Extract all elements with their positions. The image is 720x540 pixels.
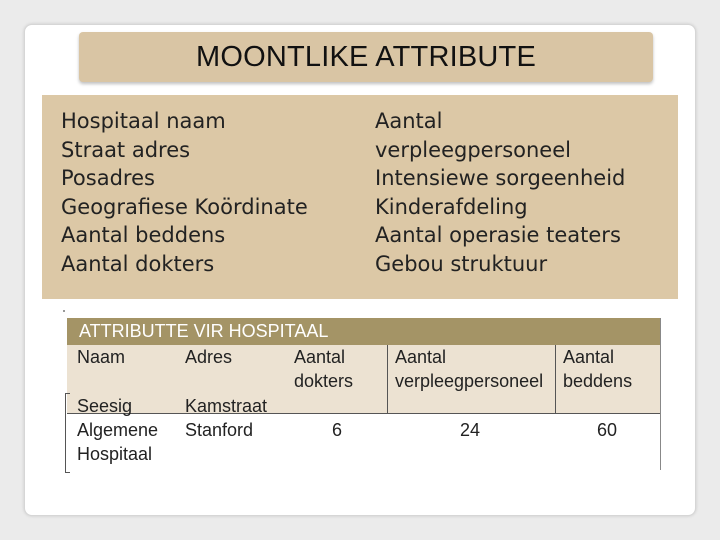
row-naam-line1: Seesig [77,396,133,416]
row-naam-line3: Hospitaal [77,444,153,464]
attribute-item: Aantal [375,109,443,133]
row-adres-line1: Kamstraat [185,396,268,416]
attribute-item: Straat adres [61,137,191,162]
header-beddens-line1: Aantal [563,347,615,367]
header-adres: Adres [185,347,233,367]
attribute-item: Aantal operasie teaters [375,223,621,247]
row-verpleeg-value: 24 [460,420,481,440]
stray-dot [63,310,65,312]
attributes-left-column [61,107,308,278]
attribute-item: Aantal dokters [61,251,215,276]
header-verpleeg-line1: Aantal [395,347,447,367]
row-naam-line2: Algemene [77,420,159,440]
attribute-item: verpleegpersoneel [375,137,571,162]
table-row [67,396,660,470]
row-beddens-value: 60 [597,420,618,440]
table-row-bracket [65,393,70,473]
table-title: ATTRIBUTTE VIR HOSPITAAL [67,318,660,345]
header-naam: Naam [77,347,126,367]
attribute-item: Geografiese Koördinate [61,194,308,219]
title-bar [79,32,653,82]
header-dokters-line2: dokters [294,371,354,391]
attribute-item: Gebou struktuur [375,251,548,276]
attribute-item: Aantal beddens [61,223,226,247]
attribute-item: Posadres [61,166,155,190]
attribute-item: Hospitaal naam [61,109,226,133]
slide-title: MOONTLIKE ATTRIBUTE [195,40,537,73]
table-header-row [67,345,660,414]
attribute-item: Kinderafdeling [375,194,528,219]
row-dokters-value: 6 [332,420,343,440]
header-beddens-line2: beddens [563,371,633,391]
attributes-right-column [375,107,625,278]
attribute-item: Intensiewe sorgeenheid [375,166,626,190]
header-dokters-line1: Aantal [294,347,346,367]
attributes-panel [42,95,678,299]
row-adres-line2: Stanford [185,420,254,440]
hospital-attributes-table [67,318,661,470]
header-verpleeg-line2: verpleegpersoneel [395,371,544,391]
